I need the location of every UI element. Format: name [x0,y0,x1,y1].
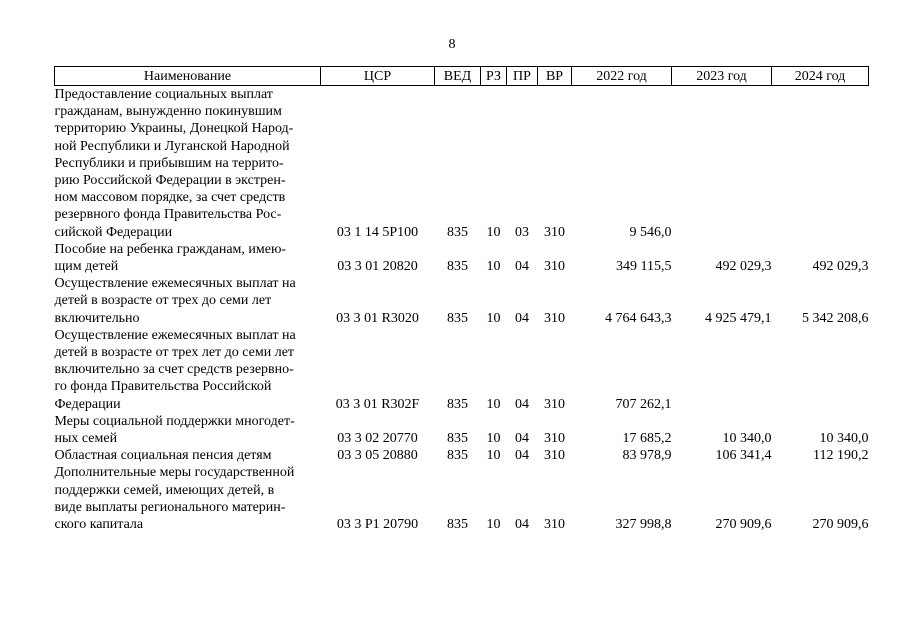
row-vr: 310 [544,259,565,275]
row-2024: 10 340,0 [819,431,869,447]
row-name: Предоставление социальных выплат гражданам, вынужденно покинувшим территорию Украины, Донецкой Народ- ной Республики и Луганской Народной Республики и прибывшим на террито- рию Российской Федерации в экстрен- ном массовом порядке, за счет средств резервного фонда Правительства Рос- сийской Федерации [54,87,294,240]
table-row [55,275,869,327]
header-csr: ЦСР [321,67,435,86]
table-row [55,327,869,413]
table-row [55,413,869,447]
row-csr: 03 3 Р1 20790 [336,517,419,533]
row-2023: 270 909,6 [715,517,772,533]
row-2024 [772,86,869,241]
header-rz: РЗ [481,67,507,86]
row-2023 [672,327,772,413]
row-2022: 327 998,8 [615,517,672,533]
table-row [55,464,869,533]
row-pr: 04 [515,431,529,447]
row-2022: 83 978,9 [622,448,672,464]
row-2022: 17 685,2 [622,431,672,447]
header-pr: ПР [507,67,538,86]
row-2024: 270 909,6 [812,517,869,533]
row-rz: 10 [486,431,501,447]
row-pr: 03 [515,224,529,240]
table-row [55,86,869,241]
row-name: Осуществление ежемесячных выплат на детей в возрасте от трех лет до семи лет включительно за счет средств резервно- го фонда Правительства Российской Федерации [54,327,296,412]
row-rz: 10 [486,396,501,412]
row-2022: 4 764 643,3 [605,310,672,326]
row-pr: 04 [515,396,529,412]
row-name: Осуществление ежемесячных выплат на детей в возрасте от трех до семи лет включительно [54,276,296,326]
table-header-row [55,67,869,86]
row-vr: 310 [544,396,565,412]
row-ved: 835 [447,431,468,447]
header-vr: ВР [538,67,572,86]
row-ved: 835 [447,310,468,326]
row-2022: 707 262,1 [615,396,672,412]
row-rz: 10 [486,224,501,240]
row-2024 [772,327,869,413]
row-pr: 04 [515,448,529,464]
row-csr: 03 3 01 20820 [337,259,418,275]
budget-table [54,66,869,533]
row-2024: 492 029,3 [812,259,869,275]
header-2023: 2023 год [672,67,772,86]
row-rz: 10 [486,448,501,464]
row-vr: 310 [544,224,565,240]
row-vr: 310 [544,448,565,464]
row-ved: 835 [447,517,468,533]
row-2023 [672,86,772,241]
row-name: Меры социальной поддержки многодет- ных семей [54,413,295,447]
row-csr: 03 3 02 20770 [337,431,418,447]
header-name: Наименование [55,67,321,86]
row-rz: 10 [486,259,501,275]
row-ved: 835 [447,396,468,412]
row-rz: 10 [486,517,501,533]
row-csr: 03 3 01 R3020 [336,310,419,326]
row-csr: 03 3 01 R302F [335,396,420,412]
row-vr: 310 [544,310,565,326]
row-2023: 10 340,0 [722,431,772,447]
row-vr: 310 [544,431,565,447]
row-ved: 835 [447,448,468,464]
row-name: Дополнительные меры государственной поддержки семей, имеющих детей, в виде выплаты регионального материн- ского капитала [54,465,295,533]
row-2023: 492 029,3 [715,259,772,275]
row-name: Областная социальная пенсия детям [54,448,272,464]
row-rz: 10 [486,310,501,326]
row-2024: 112 190,2 [813,448,869,464]
row-ved: 835 [447,224,468,240]
row-pr: 04 [515,259,529,275]
header-2022: 2022 год [572,67,672,86]
table-row [55,447,869,464]
row-2023: 106 341,4 [715,448,772,464]
row-pr: 04 [515,517,529,533]
row-2023: 4 925 479,1 [705,310,772,326]
row-name: Пособие на ребенка гражданам, имею- щим детей [54,241,287,275]
row-csr: 03 1 14 5Р100 [336,224,419,240]
table-row [55,241,869,275]
row-2024: 5 342 208,6 [802,310,869,326]
row-2022: 9 546,0 [629,224,672,240]
header-ved: ВЕД [435,67,481,86]
row-csr: 03 3 05 20880 [337,448,418,464]
row-pr: 04 [515,310,529,326]
row-ved: 835 [447,259,468,275]
row-2022: 349 115,5 [616,259,672,275]
row-vr: 310 [544,517,565,533]
page-number: 8 [448,37,456,52]
header-2024: 2024 год [772,67,869,86]
